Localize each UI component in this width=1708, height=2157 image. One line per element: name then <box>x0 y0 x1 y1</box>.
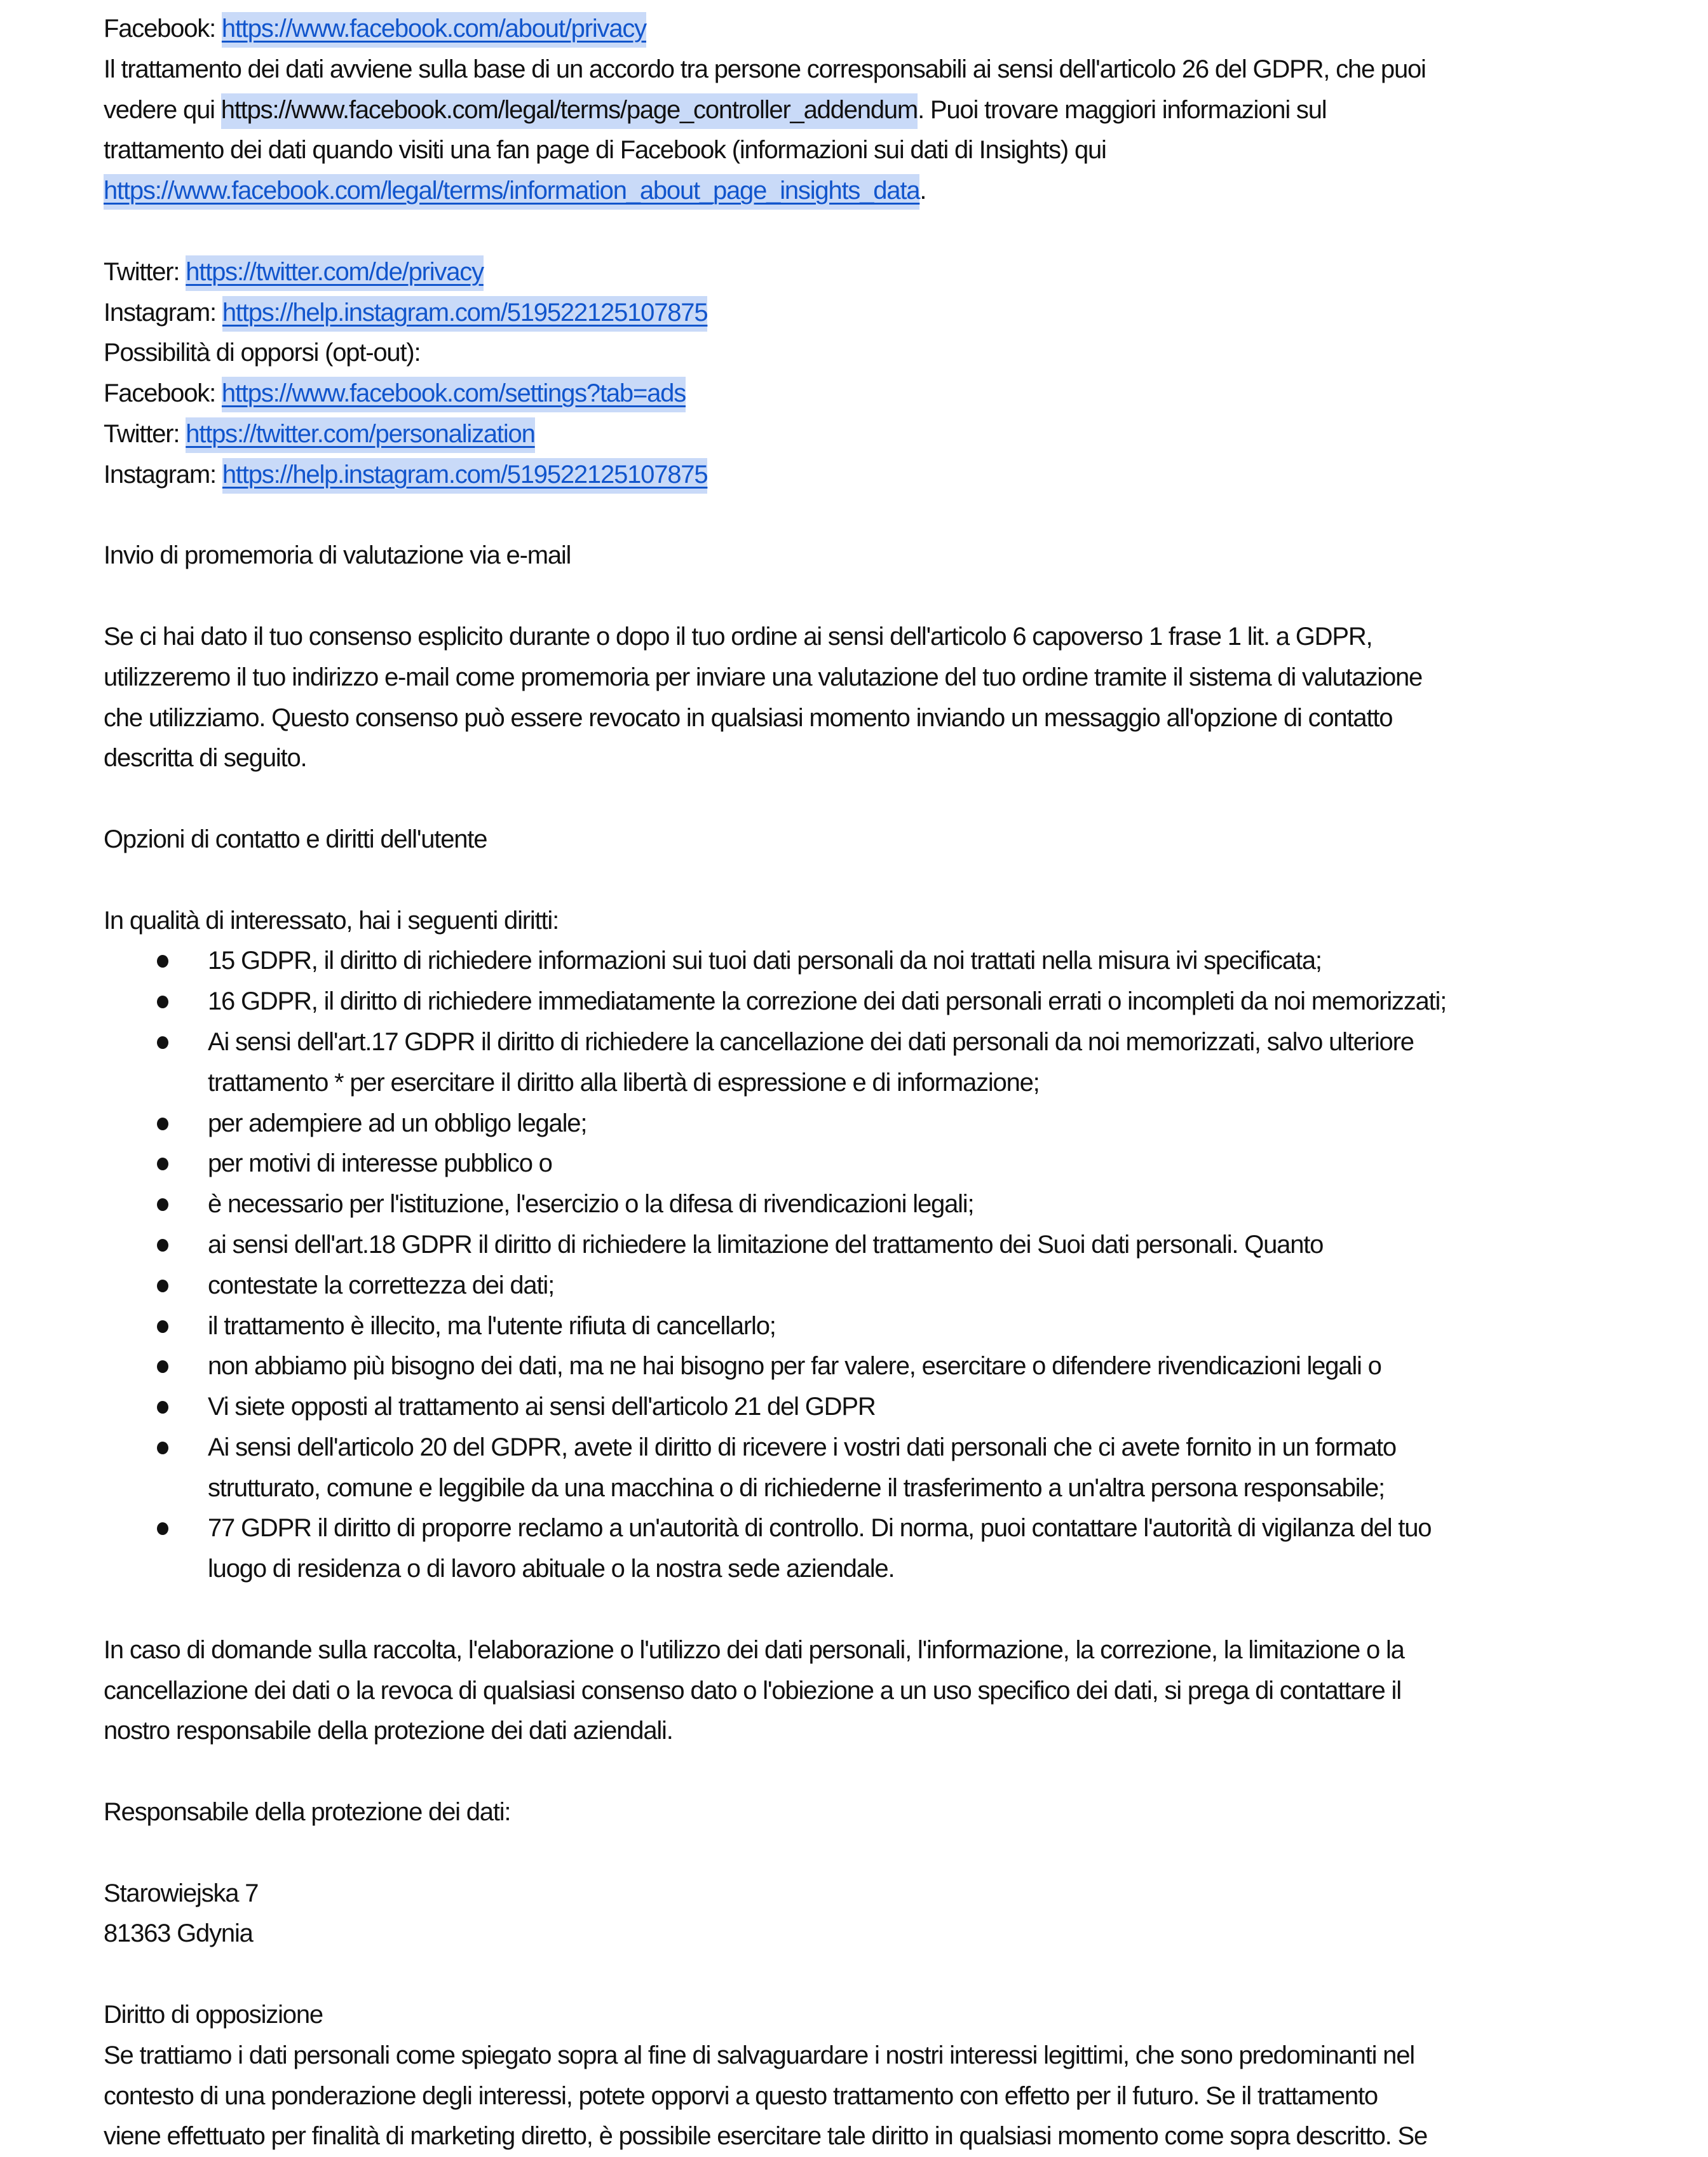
review-reminder-heading: Invio di promemoria di valutazione via e-mail <box>104 541 571 570</box>
rights-list-item <box>104 1428 1629 1468</box>
facebook-ads-settings-link[interactable]: https://www.facebook.com/settings?tab=ads <box>222 377 686 412</box>
facebook-privacy-line <box>104 9 1629 50</box>
review-reminder-line: utilizzeremo il tuo indirizzo e-mail come promemoria per inviare una valutazione del tuo ordine tramite il sistema di valutazione <box>104 663 1423 691</box>
rights-heading: Opzioni di contatto e diritti dell'utente <box>104 825 487 853</box>
joint-controller-line-2 <box>104 90 1629 131</box>
period: . <box>919 177 926 205</box>
joint-controller-line-3: trattamento dei dati quando visiti una fan page di Facebook (informazioni sui dati di Insights) qui <box>104 136 1106 165</box>
rights-list-item-text: il trattamento è illecito, ma l'utente rifiuta di cancellarlo; <box>208 1311 776 1340</box>
bullet-icon <box>157 1522 168 1535</box>
joint-controller-line-4 <box>104 171 1629 212</box>
rights-list-item <box>104 1346 1629 1387</box>
rights-intro: In qualità di interessato, hai i seguenti diritti: <box>104 906 559 935</box>
bullet-icon <box>157 1158 168 1170</box>
rights-list-item <box>104 1225 1629 1266</box>
bullet-icon <box>157 1442 168 1454</box>
rights-list-item-text: Ai sensi dell'art.17 GDPR il diritto di richiedere la cancellazione dei dati personali da noi memorizzati, salvo ulteriore <box>208 1027 1414 1056</box>
facebook-label: Facebook: <box>104 15 222 43</box>
rights-list-item <box>104 1387 1629 1428</box>
rights-list-item <box>104 982 1629 1022</box>
instagram-help-link[interactable]: https://help.instagram.com/519522125107875 <box>222 458 708 494</box>
opt-out-heading: Possibilità di opporsi (opt-out): <box>104 339 421 367</box>
instagram-label: Instagram: <box>104 298 222 327</box>
rights-list-item-continuation <box>104 1063 1629 1104</box>
joint-controller-line-1: Il trattamento dei dati avviene sulla base di un accordo tra persone corresponsabili ai sensi dell'articolo 26 del GDPR, che puoi <box>104 55 1426 83</box>
rights-list-item-text: è necessario per l'istituzione, l'esercizio o la difesa di rivendicazioni legali; <box>208 1190 974 1219</box>
contact-line: nostro responsabile della protezione dei dati aziendali. <box>104 1717 673 1745</box>
review-reminder-line: che utilizziamo. Questo consenso può essere revocato in qualsiasi momento inviando un messaggio all'opzione di contatto <box>104 703 1393 732</box>
bullet-icon <box>157 1036 168 1049</box>
rights-list-item-continuation <box>104 1468 1629 1509</box>
rights-list-item <box>104 1184 1629 1225</box>
facebook-label: Facebook: <box>104 379 222 408</box>
rights-list-item <box>104 1508 1629 1549</box>
address-street: Starowiejska 7 <box>104 1879 259 1907</box>
rights-list-item-continuation <box>104 1549 1629 1590</box>
address-city: 81363 Gdynia <box>104 1919 253 1948</box>
rights-list-item <box>104 1266 1629 1306</box>
spacer <box>104 1752 1629 1792</box>
rights-list-item <box>104 1022 1629 1063</box>
rights-list-item-text: ai sensi dell'art.18 GDPR il diritto di richiedere la limitazione del trattamento dei Suoi dati personali. Quanto <box>208 1230 1324 1259</box>
bullet-icon <box>157 1360 168 1373</box>
review-reminder-line: descritta di seguito. <box>104 744 307 773</box>
bullet-icon <box>157 1320 168 1333</box>
bullet-icon <box>157 1401 168 1414</box>
rights-list-item-text: per motivi di interesse pubblico o <box>208 1149 552 1178</box>
rights-list-item <box>104 1104 1629 1144</box>
twitter-privacy-line <box>104 252 1629 293</box>
opt-out-twitter-line <box>104 414 1629 455</box>
rights-list-item-text: 77 GDPR il diritto di proporre reclamo a un'autorità di controllo. Di norma, puoi contattare l'autorità di vigilanza del tuo <box>208 1514 1432 1543</box>
spacer <box>104 1954 1629 1995</box>
dpo-heading: Responsabile della protezione dei dati: <box>104 1798 511 1827</box>
opt-out-facebook-line <box>104 374 1629 414</box>
twitter-label: Twitter: <box>104 419 186 448</box>
rights-list-item-text: non abbiamo più bisogno dei dati, ma ne hai bisogno per far valere, esercitare o difendere rivendicazioni legali o <box>208 1352 1381 1381</box>
rights-list-item-text: trattamento * per esercitare il diritto alla libertà di espressione e di informazione; <box>208 1068 1040 1097</box>
rights-list-item-text: contestate la correttezza dei dati; <box>208 1271 554 1299</box>
spacer <box>104 1590 1629 1630</box>
rights-list-item-text: Ai sensi dell'articolo 20 del GDPR, avete il diritto di ricevere i vostri dati personali che ci avete fornito in un formato <box>208 1433 1396 1461</box>
rights-list-item-text: 16 GDPR, il diritto di richiedere immediatamente la correzione dei dati personali errati o incompleti da noi memorizzati; <box>208 987 1447 1016</box>
spacer <box>104 576 1629 617</box>
joint-controller-text: vedere qui <box>104 95 221 124</box>
bullet-icon <box>157 1118 168 1130</box>
document-page <box>104 9 1629 2157</box>
bullet-icon <box>157 1198 168 1211</box>
objection-line: Se trattiamo i dati personali come spiegato sopra al fine di salvaguardare i nostri interessi legittimi, che sono predominanti nel <box>104 2041 1414 2069</box>
rights-list-item-text: luogo di residenza o di lavoro abituale o la nostra sede aziendale. <box>208 1555 895 1583</box>
objection-line: viene effettuato per finalità di marketing diretto, è possibile esercitare tale diritto in qualsiasi momento come sopra descritto. Se <box>104 2122 1428 2151</box>
twitter-personalization-link[interactable]: https://twitter.com/personalization <box>186 417 534 453</box>
review-reminder-line: Se ci hai dato il tuo consenso esplicito durante o dopo il tuo ordine ai sensi dell'articolo 6 capoverso 1 frase 1 lit. a GDPR, <box>104 622 1372 651</box>
rights-list-item <box>104 941 1629 982</box>
spacer <box>104 212 1629 252</box>
instagram-privacy-line <box>104 293 1629 334</box>
twitter-privacy-link[interactable]: https://twitter.com/de/privacy <box>186 255 484 291</box>
rights-list-item <box>104 1144 1629 1184</box>
facebook-privacy-link[interactable]: https://www.facebook.com/about/privacy <box>222 12 646 48</box>
rights-list-item-text: per adempiere ad un obbligo legale; <box>208 1109 587 1137</box>
bullet-icon <box>157 955 168 968</box>
objection-line: contesto di una ponderazione degli interessi, potete opporvi a questo trattamento con effetto per il futuro. Se il trattamento <box>104 2081 1378 2110</box>
spacer <box>104 496 1629 536</box>
rights-list-item-text: Vi siete opposti al trattamento ai sensi dell'articolo 21 del GDPR <box>208 1393 876 1421</box>
rights-list <box>104 941 1629 1590</box>
page-controller-addendum-url: https://www.facebook.com/legal/terms/page_controller_addendum <box>221 93 918 129</box>
rights-list-item-text: 15 GDPR, il diritto di richiedere informazioni sui tuoi dati personali da noi trattati nella misura ivi specificata; <box>208 947 1322 975</box>
spacer <box>104 1833 1629 1874</box>
joint-controller-text-cont: . Puoi trovare maggiori informazioni sul <box>918 95 1327 124</box>
instagram-label: Instagram: <box>104 460 222 489</box>
bullet-icon <box>157 1280 168 1292</box>
opt-out-instagram-line <box>104 455 1629 496</box>
objection-heading: Diritto di opposizione <box>104 2001 323 2029</box>
bullet-icon <box>157 1239 168 1252</box>
contact-line: cancellazione dei dati o la revoca di qualsiasi consenso dato o l'obiezione a un uso specifico dei dati, si prega di contattare il <box>104 1676 1401 1705</box>
spacer <box>104 779 1629 820</box>
bullet-icon <box>157 996 168 1008</box>
spacer <box>104 860 1629 901</box>
twitter-label: Twitter: <box>104 257 186 286</box>
contact-line: In caso di domande sulla raccolta, l'elaborazione o l'utilizzo dei dati personali, l'informazione, la correzione, la limitazione o la <box>104 1635 1404 1664</box>
rights-list-item-text: strutturato, comune e leggibile da una macchina o di richiederne il trasferimento a un'altra persona responsabile; <box>208 1473 1385 1502</box>
instagram-privacy-link[interactable]: https://help.instagram.com/519522125107875 <box>222 296 708 332</box>
rights-list-item <box>104 1306 1629 1347</box>
page-insights-link[interactable]: https://www.facebook.com/legal/terms/information_about_page_insights_data <box>104 174 919 210</box>
